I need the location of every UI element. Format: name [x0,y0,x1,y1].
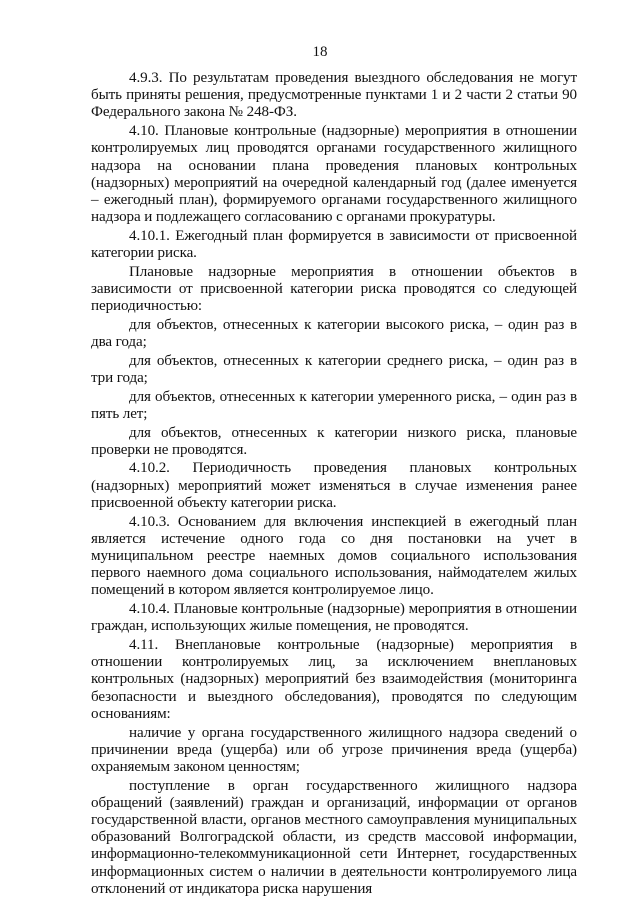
paragraph-medium-risk: для объектов, отнесенных к категории среднего риска, – один раз в три года; [91,352,577,386]
page-number: 18 [312,44,328,60]
paragraph-4-10-1: 4.10.1. Ежегодный план формируется в зависимости от присвоенной категории риска. [91,227,577,262]
paragraph-4-10: 4.10. Плановые контрольные (надзорные) мероприятия в отношении контролируемых лиц проводятся органами государственного жилищного надзора на основании плана проведения плановых контрольных (надзорных) мероприятий на очередной календарный год (далее именуется – ежегодный план), формируемого органами государственного жилищного надзора и подлежащего согласованию с органами прокуратуры. [91,123,577,226]
paragraph-high-risk: для объектов, отнесенных к категории высокого риска, – один раз в два года; [91,316,577,351]
paragraph-4-9-3: 4.9.3. По результатам проведения выездного обследования не могут быть приняты решения, предусмотренные пунктами 1 и 2 части 2 статьи 90 Федерального закона № 248-ФЗ. [91,70,577,121]
paragraph-4-10-2: 4.10.2. Периодичность проведения плановых контрольных (надзорных) мероприятий может изменяться в случае изменения ранее присвоенной объекту категории риска. [91,460,577,511]
paragraph-ground-appeals: поступление в орган государственного жилищного надзора обращений (заявлений) граждан и организаций, информации от органов государственной власти, органов местного самоуправления муниципальных образований Волгоградской области, из средств массовой информации, информационно-телекоммуникационной сети Интернет, государственных информационных систем о наличии в деятельности контролируемого лица отклонений от индикатора риска нарушения [91,777,577,897]
paragraph-4-11: 4.11. Внеплановые контрольные (надзорные) мероприятия в отношении контролируемых лиц, за исключением внеплановых контрольных (надзорных) мероприятий без взаимодействия (мониторинга безопасности и выездного обследования), проводятся по следующим основаниям: [91,637,577,722]
paragraph-ground-harm: наличие у органа государственного жилищного надзора сведений о причинении вреда (ущерба) или об угрозе причинения вреда (ущерба) охраняемым законом ценностям; [91,724,577,775]
paragraph-moderate-risk: для объектов, отнесенных к категории умеренного риска, – один раз в пять лет; [91,388,577,422]
paragraph-low-risk: для объектов, отнесенных к категории низкого риска, плановые проверки не проводятся. [91,424,577,458]
paragraph-4-10-3: 4.10.3. Основанием для включения инспекцией в ежегодный план является истечение одного года со дня постановки на учет в муниципальном реестре наемных домов социального использования первого наемного дома социального использования, наймодателем жилых помещений в котором является контролируемое лицо. [91,513,577,599]
paragraph-periodicity-intro: Плановые надзорные мероприятия в отношении объектов в зависимости от присвоенной категории риска проводятся со следующей периодичностью: [91,263,577,315]
paragraph-4-10-4: 4.10.4. Плановые контрольные (надзорные) мероприятия в отношении граждан, использующих жилые помещения, не проводятся. [91,601,577,635]
document-body [91,70,577,899]
